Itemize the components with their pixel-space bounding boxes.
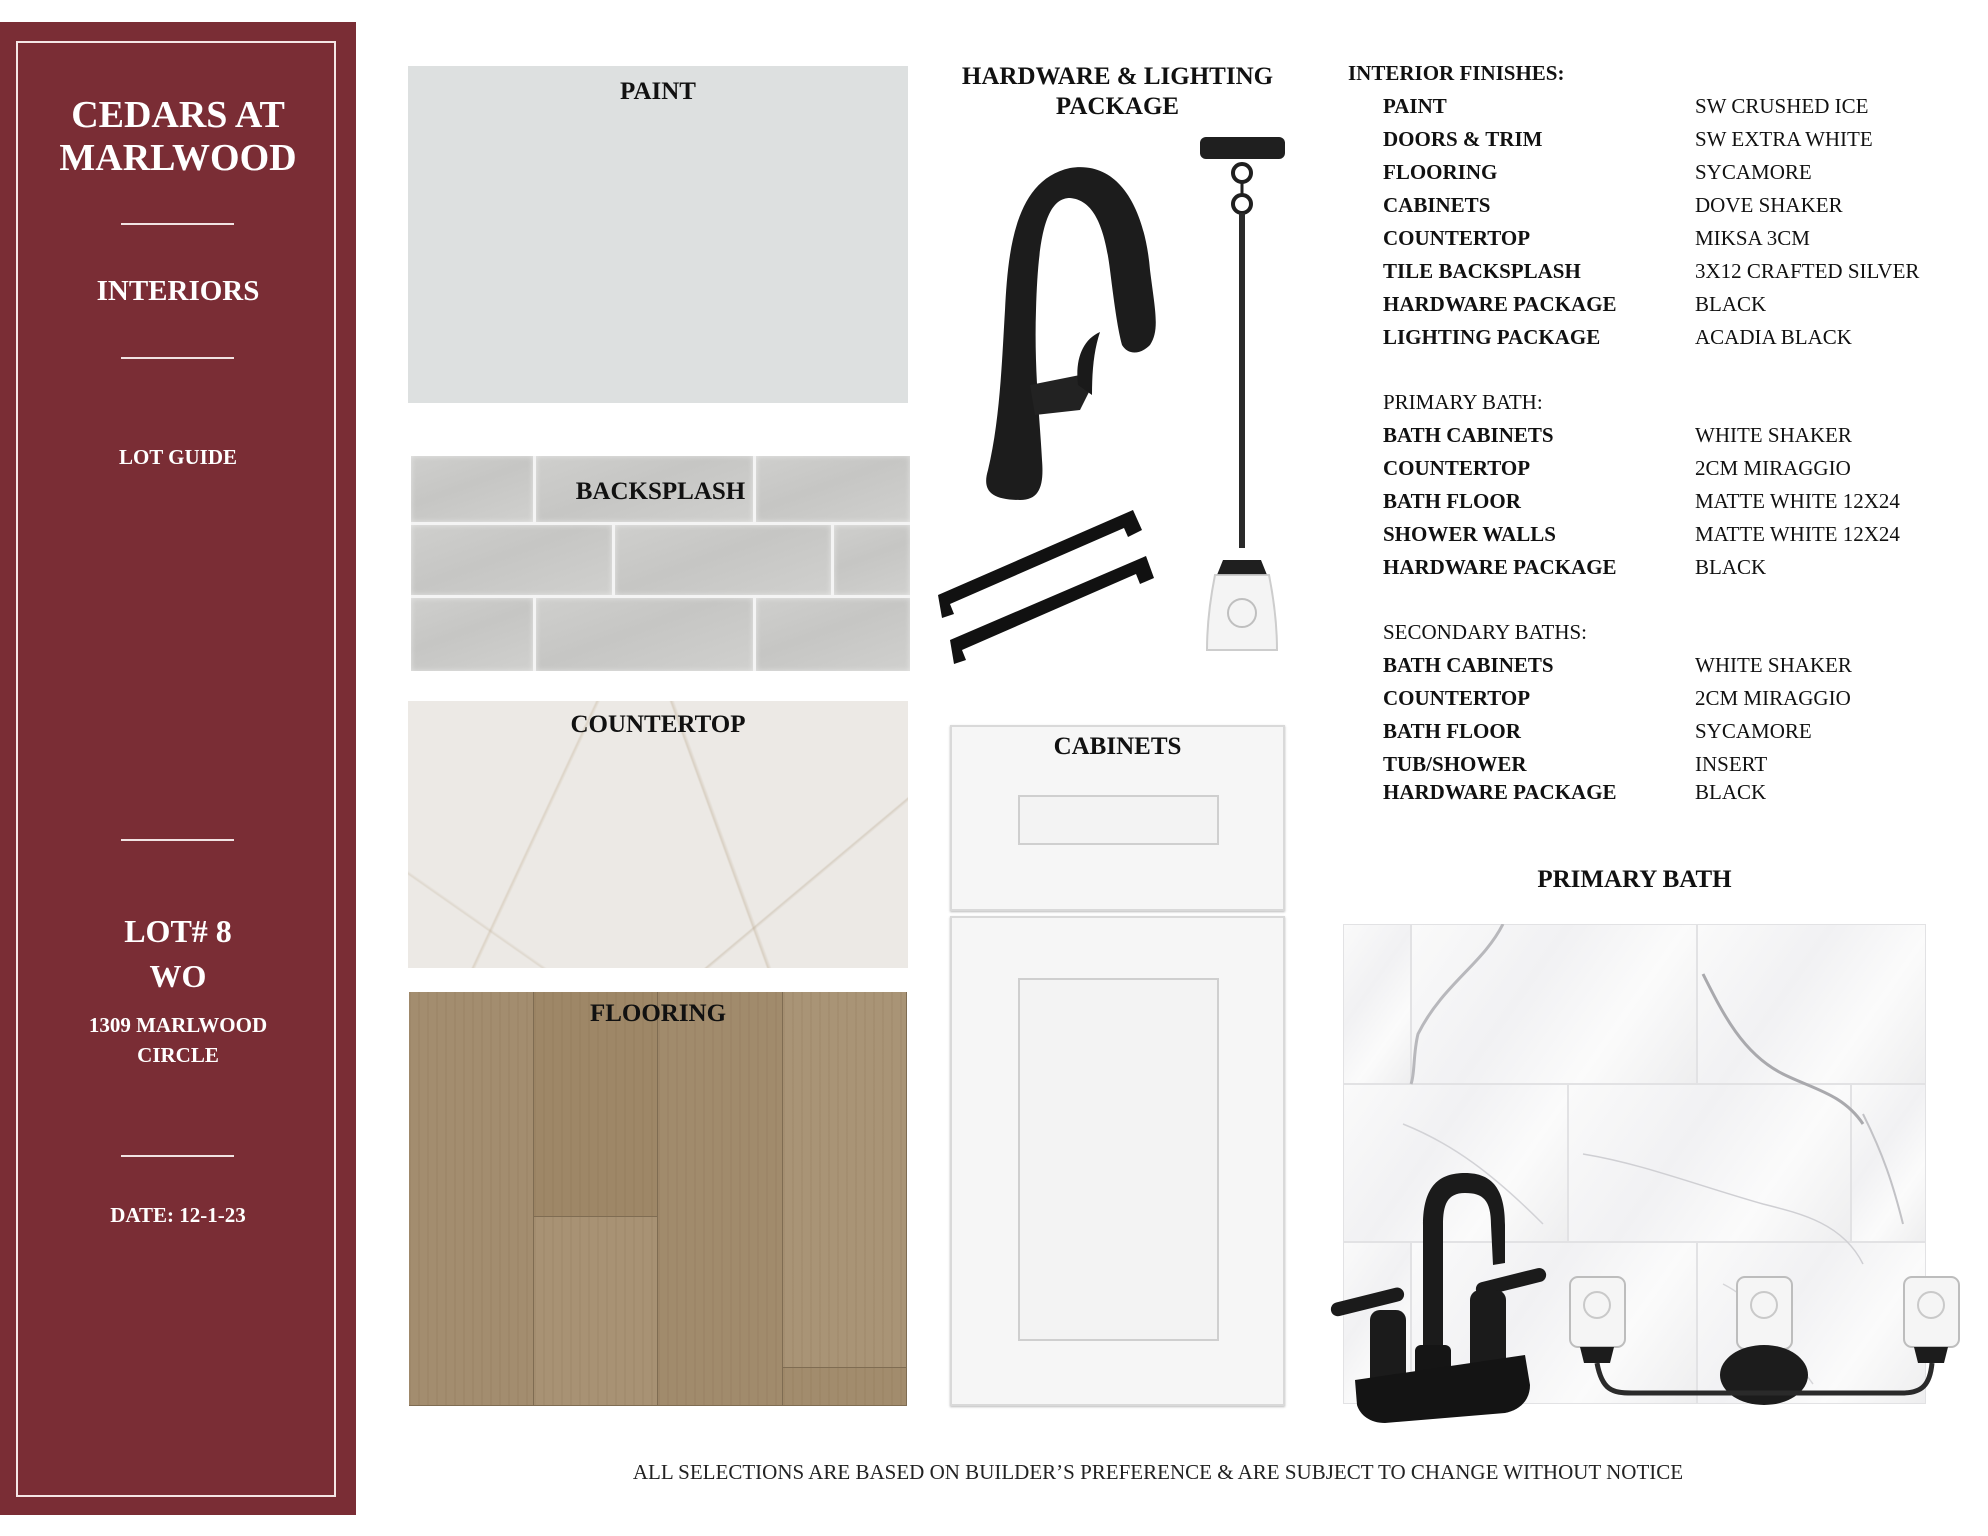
finish-value: WHITE SHAKER <box>1695 423 1852 447</box>
finish-row <box>1348 192 1968 225</box>
doc-type-label: LOT GUIDE <box>118 445 238 469</box>
finish-row <box>1348 324 1968 357</box>
finish-row <box>1348 488 1968 521</box>
vanity-light-icon <box>1552 1275 1977 1410</box>
finish-value: SW EXTRA WHITE <box>1695 127 1873 151</box>
finish-value: BLACK <box>1695 555 1767 579</box>
cabinets-label: CABINETS <box>1053 733 1182 760</box>
subway-tile <box>756 598 910 671</box>
lot-address <box>0 1010 356 1070</box>
finish-row <box>1348 93 1968 126</box>
finish-label: PAINT <box>1383 94 1447 118</box>
address-line1: 1309 MARLWOOD <box>88 1013 268 1037</box>
hardware-title-line1: HARDWARE & LIGHTING <box>961 63 1274 90</box>
lot-info <box>0 909 356 999</box>
door-panel-inset <box>1018 978 1219 1341</box>
primary-bath-subheading: PRIMARY BATH: <box>1383 390 1543 414</box>
lot-code: WO <box>149 958 207 994</box>
paint-label: PAINT <box>620 78 696 105</box>
interior-finishes-heading: INTERIOR FINISHES: <box>1348 61 1565 85</box>
finish-value: WHITE SHAKER <box>1695 653 1852 677</box>
finish-value: SYCAMORE <box>1695 160 1812 184</box>
cabinet-pull-icon <box>928 500 1158 665</box>
wood-plank <box>658 992 783 1406</box>
finish-label: FLOORING <box>1383 160 1498 184</box>
finish-value: MATTE WHITE 12X24 <box>1695 489 1900 513</box>
pendant-light-icon <box>1195 135 1290 655</box>
finish-label: HARDWARE PACKAGE <box>1383 292 1617 316</box>
community-title-line1: CEDARS AT <box>71 94 285 136</box>
finish-row <box>1348 258 1968 291</box>
kitchen-faucet-icon <box>960 160 1160 505</box>
divider <box>121 1155 234 1157</box>
flooring-label: FLOORING <box>589 1000 727 1027</box>
finish-label: COUNTERTOP <box>1383 456 1531 480</box>
finish-label: SHOWER WALLS <box>1383 522 1556 546</box>
hardware-lighting-title <box>935 62 1300 122</box>
hardware-title-line2: PACKAGE <box>1055 93 1180 120</box>
spacer <box>1348 357 1968 389</box>
section-title: INTERIORS <box>96 275 260 307</box>
finish-label: LIGHTING PACKAGE <box>1383 325 1601 349</box>
countertop-label: COUNTERTOP <box>570 711 746 738</box>
subway-tile <box>411 525 612 595</box>
wood-plank <box>783 1368 907 1406</box>
finish-row <box>1348 751 1968 779</box>
date-label: DATE: 12-1-23 <box>110 1203 246 1227</box>
finish-row <box>1348 652 1968 685</box>
finish-row <box>1348 291 1968 324</box>
finish-value: 3X12 CRAFTED SILVER <box>1695 259 1920 283</box>
sidebar-frame-border <box>16 41 336 1497</box>
finish-row <box>1348 455 1968 488</box>
finish-row <box>1348 521 1968 554</box>
sidebar-panel <box>0 22 356 1515</box>
backsplash-swatch <box>411 456 910 671</box>
finish-value: 2CM MIRAGGIO <box>1695 686 1851 710</box>
wood-plank <box>783 992 907 1368</box>
finish-value: BLACK <box>1695 780 1767 804</box>
finish-label: COUNTERTOP <box>1383 686 1531 710</box>
spacer <box>1348 587 1968 619</box>
finish-value: SYCAMORE <box>1695 719 1812 743</box>
finishes-table <box>1348 60 1968 812</box>
finish-label: BATH FLOOR <box>1383 489 1521 513</box>
drawer-panel-inset <box>1018 795 1219 845</box>
finish-label: BATH CABINETS <box>1383 653 1554 677</box>
subway-tile <box>834 525 910 595</box>
bath-faucet-icon <box>1325 1165 1560 1425</box>
cabinet-door <box>950 916 1285 1406</box>
finish-value: INSERT <box>1695 752 1768 776</box>
finish-value: 2CM MIRAGGIO <box>1695 456 1851 480</box>
backsplash-label: BACKSPLASH <box>575 478 746 505</box>
finish-row <box>1348 718 1968 751</box>
cabinet-drawer-front <box>950 725 1285 911</box>
finish-row <box>1348 554 1968 587</box>
subway-tile <box>411 598 533 671</box>
community-title <box>0 94 356 180</box>
finish-label: TUB/SHOWER <box>1383 752 1527 776</box>
subway-tile <box>536 598 753 671</box>
divider <box>121 223 234 225</box>
finish-value: SW CRUSHED ICE <box>1695 94 1869 118</box>
finish-label: CABINETS <box>1383 193 1491 217</box>
wood-plank <box>534 1217 658 1406</box>
finish-label: DOORS & TRIM <box>1383 127 1543 151</box>
wood-plank <box>409 992 534 1406</box>
finish-value: BLACK <box>1695 292 1767 316</box>
divider <box>121 839 234 841</box>
finish-value: ACADIA BLACK <box>1695 325 1852 349</box>
finish-row <box>1348 685 1968 718</box>
countertop-swatch <box>408 701 908 968</box>
finish-label: BATH CABINETS <box>1383 423 1554 447</box>
finish-label: HARDWARE PACKAGE <box>1383 780 1617 804</box>
paint-swatch <box>408 66 908 403</box>
community-title-line2: MARLWOOD <box>59 137 297 179</box>
disclaimer-footer: ALL SELECTIONS ARE BASED ON BUILDER’S PREFERENCE & ARE SUBJECT TO CHANGE WITHOUT NOTICE <box>632 1460 1684 1484</box>
primary-bath-heading: PRIMARY BATH <box>1537 866 1732 893</box>
finish-label: TILE BACKSPLASH <box>1383 259 1581 283</box>
finish-row <box>1348 225 1968 258</box>
finish-label: BATH FLOOR <box>1383 719 1521 743</box>
finish-row <box>1348 422 1968 455</box>
finish-row <box>1348 126 1968 159</box>
lot-number: LOT# 8 <box>124 913 232 949</box>
secondary-baths-subheading: SECONDARY BATHS: <box>1383 620 1588 644</box>
address-line2: CIRCLE <box>137 1043 219 1067</box>
finish-value: MATTE WHITE 12X24 <box>1695 522 1900 546</box>
finish-row <box>1348 779 1968 812</box>
finish-label: COUNTERTOP <box>1383 226 1531 250</box>
flooring-swatch <box>409 992 907 1406</box>
divider <box>121 357 234 359</box>
finish-row <box>1348 159 1968 192</box>
subway-tile <box>615 525 831 595</box>
finish-label: HARDWARE PACKAGE <box>1383 555 1617 579</box>
finish-value: DOVE SHAKER <box>1695 193 1843 217</box>
finish-value: MIKSA 3CM <box>1695 226 1810 250</box>
